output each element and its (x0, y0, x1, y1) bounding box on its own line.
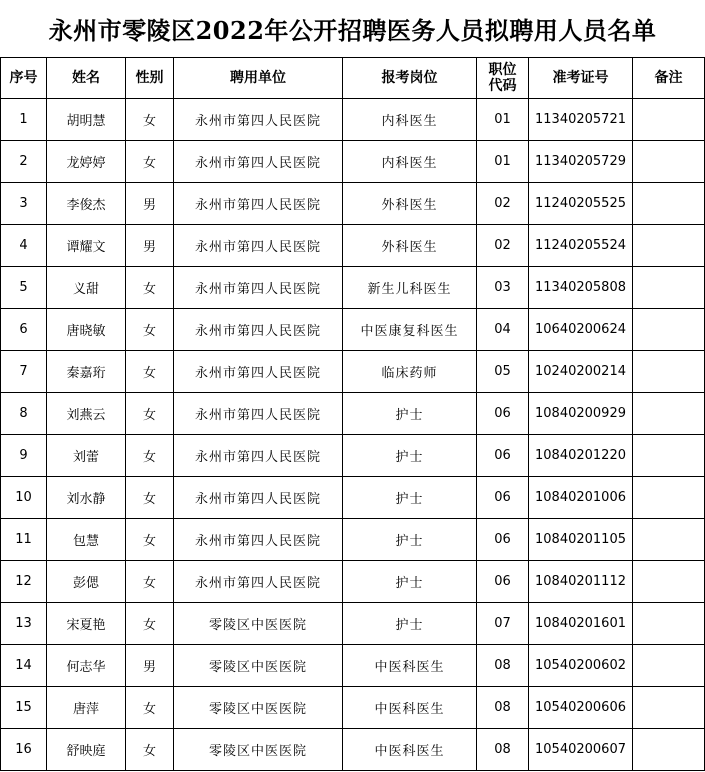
table-row (1, 99, 705, 141)
cell-post: 临床药师 (343, 351, 477, 393)
cell-seq: 16 (1, 729, 47, 771)
cell-seq: 1 (1, 99, 47, 141)
cell-name: 宋夏艳 (47, 603, 126, 645)
cell-unit: 零陵区中医医院 (174, 603, 343, 645)
cell-ticket: 10640200624 (529, 309, 633, 351)
cell-note (633, 435, 705, 477)
table-row (1, 309, 705, 351)
cell-unit: 永州市第四人民医院 (174, 225, 343, 267)
cell-seq: 2 (1, 141, 47, 183)
cell-ticket: 11340205808 (529, 267, 633, 309)
cell-note (633, 99, 705, 141)
header-position-code-line2: 代码 (488, 78, 517, 94)
header-gender: 性别 (126, 58, 174, 99)
cell-note (633, 519, 705, 561)
cell-unit: 永州市第四人民医院 (174, 309, 343, 351)
cell-gender: 女 (126, 477, 174, 519)
cell-gender: 女 (126, 309, 174, 351)
cell-unit: 永州市第四人民医院 (174, 561, 343, 603)
cell-gender: 女 (126, 351, 174, 393)
cell-gender: 女 (126, 561, 174, 603)
cell-unit: 零陵区中医医院 (174, 687, 343, 729)
cell-name: 包慧 (47, 519, 126, 561)
cell-name: 谭耀文 (47, 225, 126, 267)
cell-ticket: 10840201220 (529, 435, 633, 477)
cell-position-code: 04 (477, 309, 529, 351)
cell-name: 李俊杰 (47, 183, 126, 225)
table-row (1, 435, 705, 477)
cell-name: 义甜 (47, 267, 126, 309)
header-position-code-line1: 职位 (488, 62, 517, 78)
cell-post: 外科医生 (343, 183, 477, 225)
cell-seq: 11 (1, 519, 47, 561)
cell-ticket: 10540200606 (529, 687, 633, 729)
table-row (1, 603, 705, 645)
cell-post: 护士 (343, 561, 477, 603)
cell-post: 内科医生 (343, 141, 477, 183)
cell-gender: 女 (126, 729, 174, 771)
table-row (1, 645, 705, 687)
table-row (1, 183, 705, 225)
cell-unit: 永州市第四人民医院 (174, 435, 343, 477)
cell-name: 胡明慧 (47, 99, 126, 141)
cell-unit: 永州市第四人民医院 (174, 393, 343, 435)
cell-seq: 15 (1, 687, 47, 729)
cell-name: 唐晓敏 (47, 309, 126, 351)
cell-gender: 女 (126, 99, 174, 141)
cell-ticket: 10840201601 (529, 603, 633, 645)
table-row (1, 267, 705, 309)
cell-gender: 女 (126, 519, 174, 561)
cell-unit: 零陵区中医医院 (174, 645, 343, 687)
cell-ticket: 10840201006 (529, 477, 633, 519)
table-row (1, 351, 705, 393)
cell-unit: 永州市第四人民医院 (174, 141, 343, 183)
cell-position-code: 08 (477, 687, 529, 729)
cell-unit: 永州市第四人民医院 (174, 477, 343, 519)
cell-ticket: 10240200214 (529, 351, 633, 393)
cell-name: 龙婷婷 (47, 141, 126, 183)
cell-ticket: 10540200602 (529, 645, 633, 687)
header-note: 备注 (633, 58, 705, 99)
cell-seq: 5 (1, 267, 47, 309)
table-row (1, 141, 705, 183)
header-ticket: 准考证号 (529, 58, 633, 99)
cell-position-code: 08 (477, 645, 529, 687)
cell-position-code: 06 (477, 393, 529, 435)
table-row (1, 477, 705, 519)
table-row (1, 519, 705, 561)
cell-post: 护士 (343, 393, 477, 435)
cell-position-code: 01 (477, 99, 529, 141)
cell-post: 新生儿科医生 (343, 267, 477, 309)
cell-gender: 女 (126, 141, 174, 183)
cell-ticket: 10840200929 (529, 393, 633, 435)
cell-position-code: 06 (477, 477, 529, 519)
cell-position-code: 01 (477, 141, 529, 183)
cell-ticket: 11240205524 (529, 225, 633, 267)
cell-ticket: 10840201105 (529, 519, 633, 561)
cell-post: 内科医生 (343, 99, 477, 141)
header-name: 姓名 (47, 58, 126, 99)
cell-name: 刘水静 (47, 477, 126, 519)
cell-position-code: 02 (477, 183, 529, 225)
cell-note (633, 603, 705, 645)
table-row (1, 729, 705, 771)
header-post: 报考岗位 (343, 58, 477, 99)
cell-post: 中医科医生 (343, 729, 477, 771)
cell-note (633, 687, 705, 729)
header-seq: 序号 (1, 58, 47, 99)
cell-position-code: 08 (477, 729, 529, 771)
cell-seq: 14 (1, 645, 47, 687)
cell-seq: 8 (1, 393, 47, 435)
cell-name: 唐萍 (47, 687, 126, 729)
table-row (1, 225, 705, 267)
table-body (1, 99, 705, 771)
cell-note (633, 561, 705, 603)
cell-gender: 女 (126, 393, 174, 435)
header-row (1, 58, 705, 99)
cell-unit: 永州市第四人民医院 (174, 519, 343, 561)
cell-note (633, 645, 705, 687)
cell-position-code: 06 (477, 435, 529, 477)
cell-note (633, 141, 705, 183)
cell-note (633, 393, 705, 435)
cell-note (633, 225, 705, 267)
cell-ticket: 11340205729 (529, 141, 633, 183)
cell-unit: 零陵区中医医院 (174, 729, 343, 771)
cell-gender: 女 (126, 687, 174, 729)
cell-note (633, 309, 705, 351)
hire-list-table (0, 57, 705, 771)
cell-seq: 10 (1, 477, 47, 519)
table-row (1, 393, 705, 435)
cell-name: 刘燕云 (47, 393, 126, 435)
header-unit: 聘用单位 (174, 58, 343, 99)
cell-note (633, 351, 705, 393)
cell-ticket: 10840201112 (529, 561, 633, 603)
cell-post: 护士 (343, 435, 477, 477)
cell-seq: 3 (1, 183, 47, 225)
cell-position-code: 03 (477, 267, 529, 309)
cell-ticket: 11340205721 (529, 99, 633, 141)
cell-post: 中医科医生 (343, 687, 477, 729)
cell-seq: 13 (1, 603, 47, 645)
header-position-code (477, 58, 529, 99)
cell-ticket: 11240205525 (529, 183, 633, 225)
cell-unit: 永州市第四人民医院 (174, 99, 343, 141)
cell-unit: 永州市第四人民医院 (174, 267, 343, 309)
cell-note (633, 267, 705, 309)
cell-seq: 7 (1, 351, 47, 393)
cell-unit: 永州市第四人民医院 (174, 183, 343, 225)
cell-name: 刘蕾 (47, 435, 126, 477)
cell-note (633, 729, 705, 771)
cell-position-code: 06 (477, 519, 529, 561)
cell-position-code: 02 (477, 225, 529, 267)
cell-note (633, 477, 705, 519)
cell-gender: 女 (126, 603, 174, 645)
cell-gender: 男 (126, 183, 174, 225)
cell-post: 外科医生 (343, 225, 477, 267)
cell-gender: 男 (126, 645, 174, 687)
cell-post: 护士 (343, 519, 477, 561)
cell-gender: 女 (126, 267, 174, 309)
cell-position-code: 07 (477, 603, 529, 645)
cell-seq: 9 (1, 435, 47, 477)
cell-seq: 12 (1, 561, 47, 603)
table-row (1, 687, 705, 729)
cell-position-code: 06 (477, 561, 529, 603)
cell-seq: 6 (1, 309, 47, 351)
cell-post: 护士 (343, 477, 477, 519)
cell-name: 秦嘉珩 (47, 351, 126, 393)
cell-note (633, 183, 705, 225)
cell-post: 护士 (343, 603, 477, 645)
cell-post: 中医康复科医生 (343, 309, 477, 351)
cell-gender: 男 (126, 225, 174, 267)
cell-name: 何志华 (47, 645, 126, 687)
cell-gender: 女 (126, 435, 174, 477)
table-row (1, 561, 705, 603)
cell-unit: 永州市第四人民医院 (174, 351, 343, 393)
cell-position-code: 05 (477, 351, 529, 393)
cell-seq: 4 (1, 225, 47, 267)
cell-ticket: 10540200607 (529, 729, 633, 771)
cell-name: 舒映庭 (47, 729, 126, 771)
cell-post: 中医科医生 (343, 645, 477, 687)
page-title: 永州市零陵区2022年公开招聘医务人员拟聘用人员名单 (48, 16, 657, 45)
cell-name: 彭偲 (47, 561, 126, 603)
